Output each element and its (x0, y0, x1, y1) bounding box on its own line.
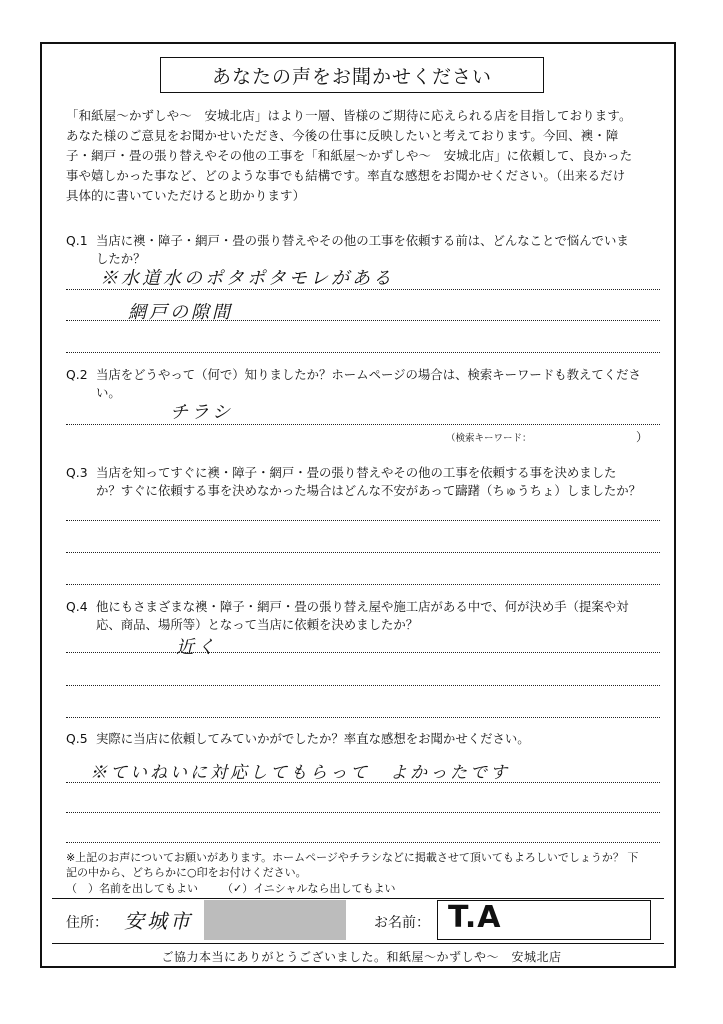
keyword-close: ） (636, 430, 649, 444)
intro-line: 具体的に書いていただけると助かります） (66, 188, 306, 203)
form-title: あなたの声をお聞かせください (160, 57, 544, 93)
name-label: お名前： (374, 915, 430, 931)
intro-line: あなた様のご意見をお聞かせいただき、今後の仕事に反映したいと考えております。今回、襖・障 (66, 128, 619, 143)
answer-rule (66, 685, 660, 686)
question-2 (66, 366, 666, 402)
answer-rule (66, 320, 660, 321)
answer-q1-line1: ※水道水のポタポタモレがある (100, 268, 394, 289)
name-value: T.A (448, 900, 502, 935)
answer-rule (66, 424, 660, 425)
address-label: 住所： (66, 915, 108, 931)
redacted-address (204, 900, 346, 940)
question-number: Q.4 (66, 599, 88, 614)
question-text-cont: か？すぐに依頼する事を決めなかった場合はどんな不安があって躊躇（ちゅうちょ）しましたか？ (96, 483, 642, 498)
answer-rule (66, 717, 660, 718)
answer-rule (66, 652, 660, 653)
address-value: 安城市 (124, 909, 193, 933)
question-number: Q.1 (66, 233, 88, 248)
answer-rule (66, 782, 660, 783)
question-number: Q.2 (66, 367, 88, 382)
question-5 (66, 730, 666, 748)
answer-rule (66, 289, 660, 290)
footer-thanks: ご協力本当にありがとうございました。和紙屋～かずしや～ 安城北店 (161, 950, 562, 964)
answer-rule (66, 584, 660, 585)
answer-q2: チラシ (170, 402, 233, 423)
intro-text (66, 106, 666, 206)
question-number: Q.3 (66, 465, 88, 480)
publication-notice (66, 850, 676, 880)
question-text: 当店に襖・障子・網戸・畳の張り替えやその他の工事を依頼する前は、どんなことで悩んでいま (96, 233, 629, 248)
question-text-cont: したか？ (96, 251, 146, 266)
intro-line: 事や嬉しかった事など、どのような事でも結構です。率直な感想をお聞かせください。（出来るだけ (66, 168, 626, 183)
answer-rule (66, 352, 660, 353)
question-text-cont: 応、商品、場所等）となって当店に依頼を決めましたか？ (96, 617, 419, 632)
question-1 (66, 232, 666, 268)
question-text: 当店をどうやって（何で）知りましたか？ホームページの場合は、検索キーワードも教えてくださ (96, 367, 641, 382)
question-text-cont: い。 (96, 385, 121, 400)
intro-line: 子・網戸・畳の張り替えやその他の工事を「和紙屋～かずしや～ 安城北店」に依頼して、良かった (66, 148, 633, 163)
notice-line: ※上記のお声についてお願いがあります。ホームページやチラシなどに掲載させて頂いてもよろしいでしょうか？ 下 (66, 851, 639, 864)
answer-rule (66, 812, 660, 813)
answer-q1-line2: 網戸の隙間 (128, 302, 233, 323)
intro-line: 「和紙屋～かずしや～ 安城北店」はより一層、皆様のご期待に応えられる店を目指しております。 (66, 108, 632, 123)
question-text: 当店を知ってすぐに襖・障子・網戸・畳の張り替えやその他の工事を依頼する事を決めました (96, 465, 617, 480)
answer-rule (66, 520, 660, 521)
question-4 (66, 598, 666, 634)
answer-q5: ※ていねいに対応してもらって よかったです (90, 763, 510, 783)
answer-rule (66, 842, 660, 843)
question-text: 他にもさまざまな襖・障子・網戸・畳の張り替え屋や施工店がある中で、何が決め手（提案や対 (96, 599, 629, 614)
keyword-label: （検索キーワード： (446, 433, 532, 444)
consent-option-name[interactable]: （ ）名前を出してもよい (66, 882, 198, 895)
question-number: Q.5 (66, 731, 88, 746)
consent-option-initials[interactable]: （✓）イニシャルなら出してもよい (222, 882, 396, 895)
answer-q4: 近く (176, 637, 218, 658)
answer-rule (66, 552, 660, 553)
question-text: 実際に当店に依頼してみていかがでしたか？率直な感想をお聞かせください。 (96, 731, 530, 746)
question-3 (66, 464, 666, 500)
notice-line: 記の中から、どちらかに○印をお付けください。 (66, 866, 307, 879)
